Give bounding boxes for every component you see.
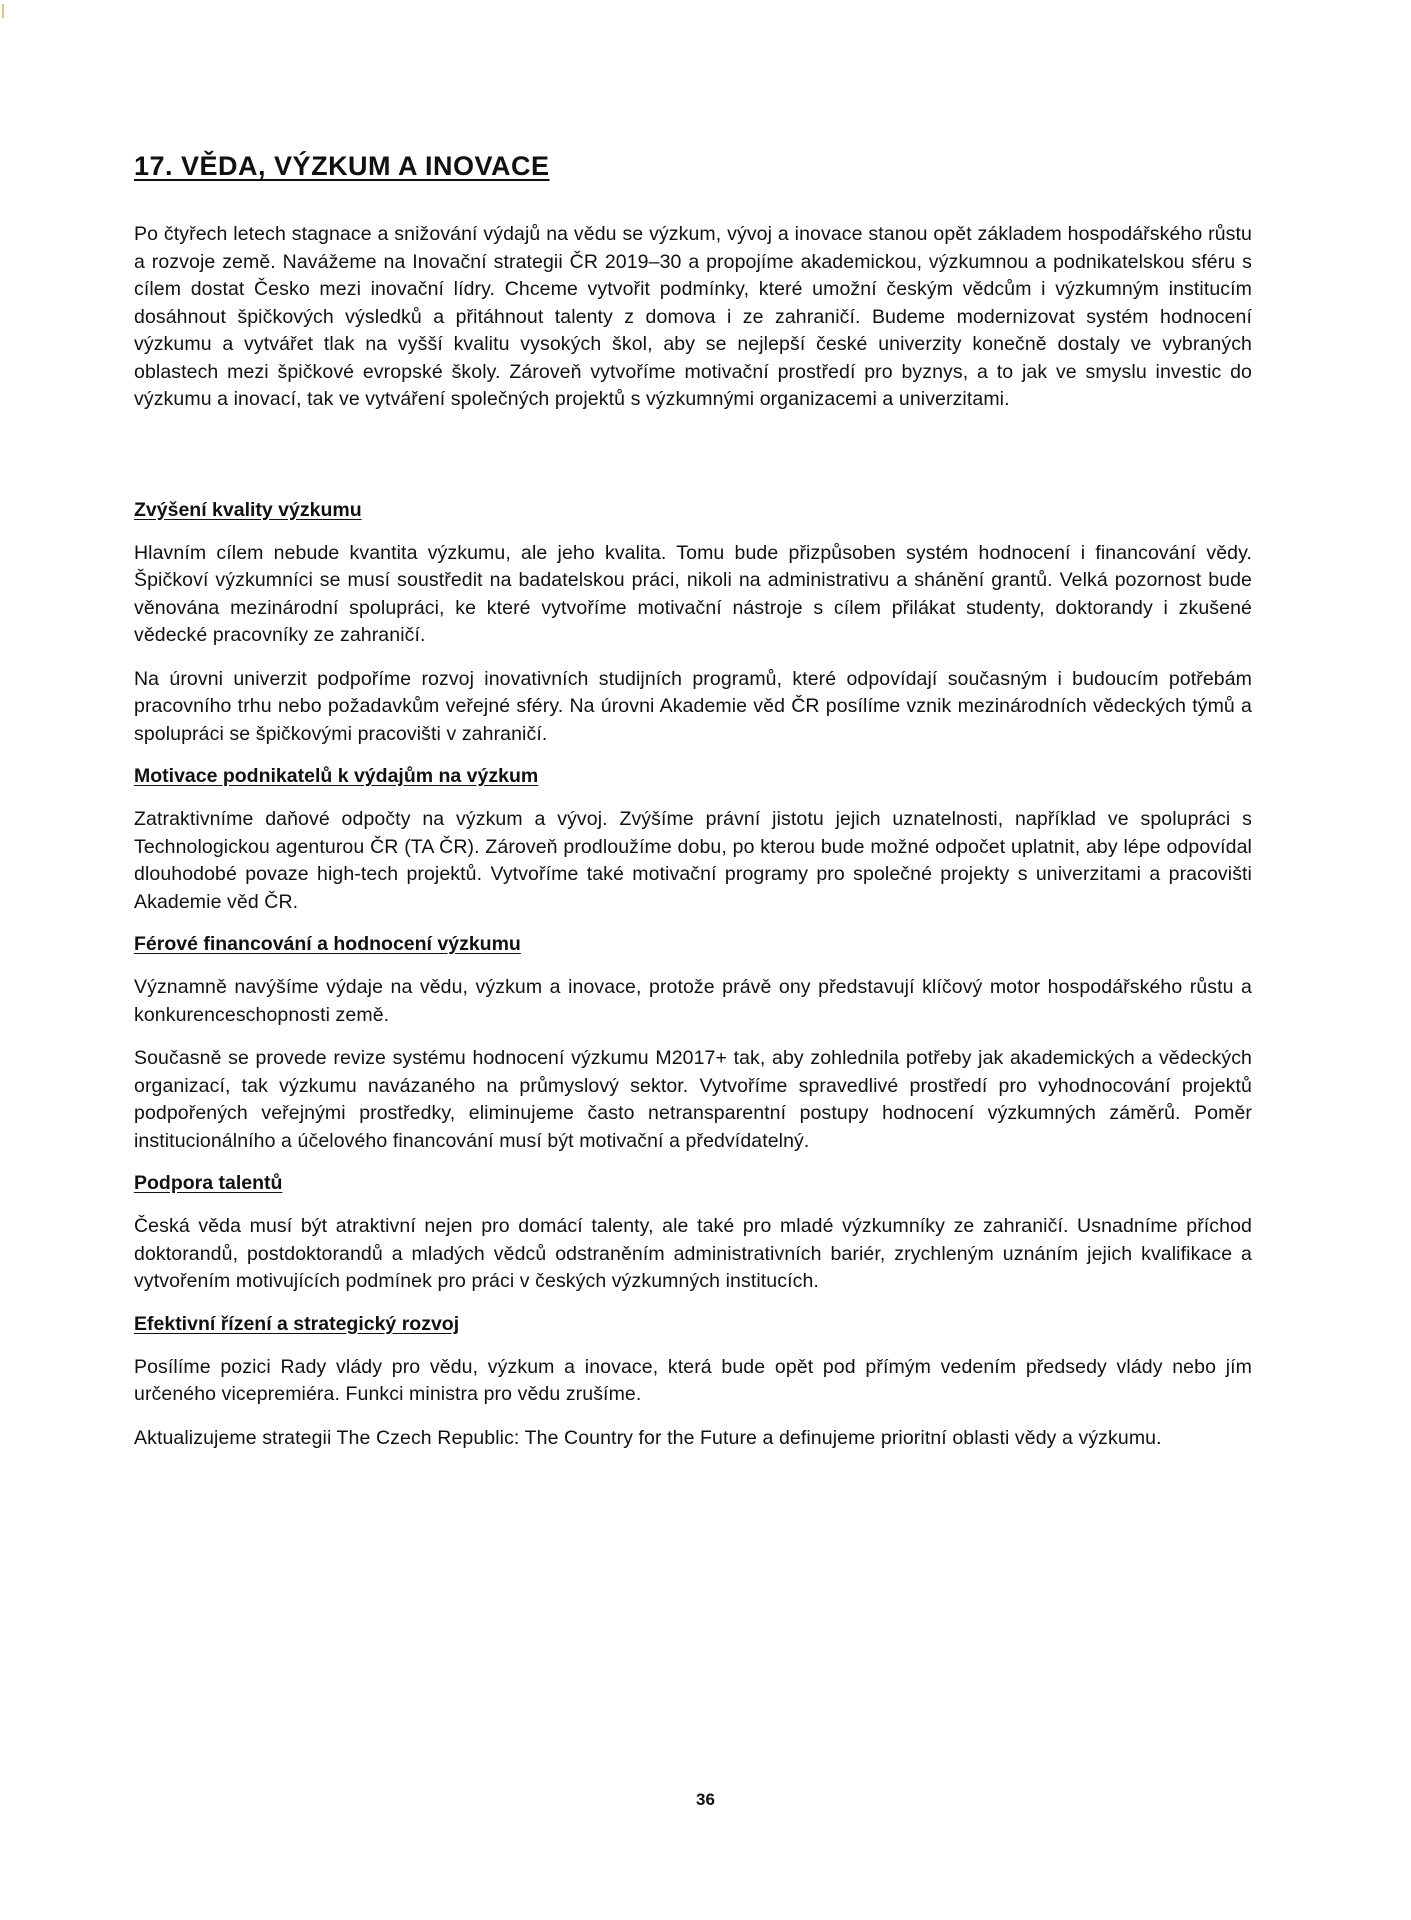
- section-paragraph: Posílíme pozici Rady vlády pro vědu, výzkum a inovace, která bude opět pod přímým vedením předsedy vlády nebo jím určeného vicepremiéra. Funkci ministra pro vědu zrušíme.: [134, 1355, 1252, 1405]
- page-number: 36: [696, 1790, 715, 1809]
- section-effective-management: [134, 1310, 1252, 1453]
- section-heading: Motivace podnikatelů k výdajům na výzkum: [134, 765, 539, 787]
- intro-paragraph: Po čtyřech letech stagnace a snižování výdajů na vědu se výzkum, vývoj a inovace stanou opět základem hospodářského růstu a rozvoje země. Navážeme na Inovační strategii ČR 2019–30 a propojíme akademickou, výzkumnou a podnikatelskou sféru s cílem dostat Česko mezi inovační lídry. Chceme vytvořit podmínky, které umožní českým vědcům i výzkumným institucím dosáhnout špičkových výsledků a přitáhnout talenty z domova i ze zahraničí. Budeme modernizovat systém hodnocení výzkumu a vytvářet tlak na vyšší kvalitu vysokých škol, aby se nejlepší české univerzity konečně dostaly ve vybraných oblastech mezi špičkové evropské školy. Zároveň vytvoříme motivační prostředí pro byznys, a to jak ve smyslu investic do výzkumu a inovací, tak ve vytváření společných projektů s výzkumnými organizacemi a univerzitami.: [134, 223, 1252, 410]
- section-paragraph: Současně se provede revize systému hodnocení výzkumu M2017+ tak, aby zohlednila potřeby jak akademických a vědeckých organizací, tak výzkumu navázaného na průmyslový sektor. Vytvoříme spravedlivé prostředí pro vyhodnocování projektů podpořených veřejnými prostředky, eliminujeme často netransparentní postupy hodnocení výzkumných záměrů. Poměr institucionálního a účelového financování musí být motivační a předvídatelný.: [134, 1047, 1252, 1152]
- section-paragraph: Zatraktivníme daňové odpočty na výzkum a vývoj. Zvýšíme právní jistotu jejich uznatelnosti, například ve spolupráci s Technologickou agenturou ČR (TA ČR). Zároveň prodloužíme dobu, po kterou bude možné odpočet uplatnit, aby lépe odpovídal dlouhodobé povaze high-tech projektů. Vytvoříme také motivační programy pro společné projekty s univerzitami a pracovišti Akademie věd ČR.: [134, 808, 1252, 913]
- section-entrepreneur-motivation: [134, 762, 1252, 916]
- section-heading: Podpora talentů: [134, 1172, 283, 1194]
- chapter-title: 17. VĚDA, VÝZKUM A INOVACE: [134, 151, 550, 181]
- page-content: [134, 148, 1252, 1452]
- section-heading: Férové financování a hodnocení výzkumu: [134, 933, 521, 955]
- section-paragraph: Hlavním cílem nebude kvantita výzkumu, ale jeho kvalita. Tomu bude přizpůsoben systém hodnocení i financování vědy. Špičkoví výzkumníci se musí soustředit na badatelskou práci, nikoli na administrativu a shánění grantů. Velká pozornost bude věnována mezinárodní spolupráci, ke které vytvoříme motivační nástroje s cílem přilákat studenty, doktorandy i zkušené vědecké pracovníky ze zahraničí.: [134, 541, 1252, 646]
- section-paragraph: Na úrovni univerzit podpoříme rozvoj inovativních studijních programů, které odpovídají současným i budoucím potřebám pracovního trhu nebo požadavkům veřejné sféry. Na úrovni Akademie věd ČR posílíme vznik mezinárodních vědeckých týmů a spolupráci se špičkovými pracovišti v zahraničí.: [134, 667, 1252, 745]
- section-heading: Zvýšení kvality výzkumu: [134, 498, 362, 521]
- section-talent-support: [134, 1169, 1252, 1296]
- section-paragraph: Aktualizujeme strategii The Czech Republic: The Country for the Future a definujeme prioritní oblasti vědy a výzkumu.: [134, 1426, 1162, 1449]
- scan-edge-mark: [2, 4, 4, 18]
- section-research-quality: [134, 496, 1252, 749]
- section-fair-funding: [134, 930, 1252, 1155]
- section-heading: Efektivní řízení a strategický rozvoj: [134, 1312, 460, 1335]
- section-paragraph: Významně navýšíme výdaje na vědu, výzkum a inovace, protože právě ony představují klíčový motor hospodářského růstu a konkurenceschopnosti země.: [134, 976, 1252, 1026]
- section-paragraph: Česká věda musí být atraktivní nejen pro domácí talenty, ale také pro mladé výzkumníky ze zahraničí. Usnadníme příchod doktorandů, postdoktorandů a mladých vědců odstraněním administrativních bariér, zrychleným uznáním jejich kvalifikace a vytvořením motivujících podmínek pro práci v českých výzkumných institucích.: [134, 1215, 1252, 1292]
